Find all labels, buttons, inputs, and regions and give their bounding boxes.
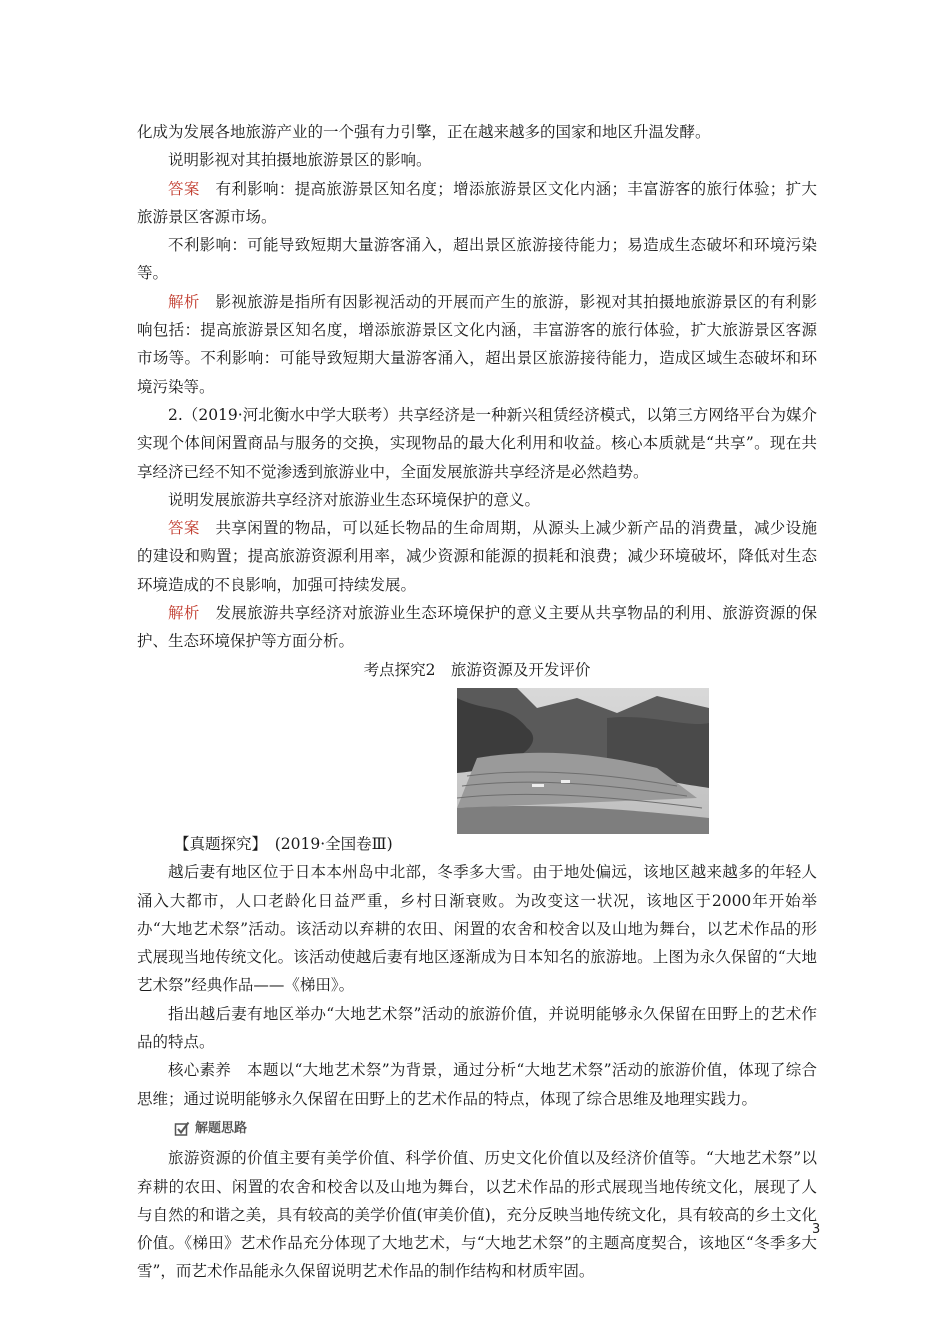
page-number: 3 bbox=[812, 1222, 821, 1237]
answer-2 bbox=[137, 514, 817, 599]
page-content bbox=[137, 118, 817, 1286]
explanation-1-text: 影视旅游是指所有因影视活动的开展而产生的旅游，影视对其拍摄地旅游景区的有利影响包括：提高旅游景区知名度，增添旅游景区文化内涵，丰富游客的旅行体验，扩大旅游景区客源市场等。不利影响：可能导致短期大量游客涌入，超出景区旅游接待能力，造成区域生态破坏和环境污染等。 bbox=[137, 292, 817, 396]
explanation-label: 解析 bbox=[168, 604, 200, 623]
question-1: 说明影视对其拍摄地旅游景区的影响。 bbox=[168, 151, 432, 170]
explanation-2 bbox=[137, 599, 817, 656]
answer-label: 答案 bbox=[168, 179, 200, 198]
section-heading: 考点探究2 旅游资源及开发评价 bbox=[363, 660, 591, 679]
answer-1-text: 有利影响：提高旅游景区知名度；增添旅游景区文化内涵；丰富游客的旅行体验；扩大旅游景区客源市场。 bbox=[137, 179, 817, 226]
answer-1b: 不利影响：可能导致短期大量游客涌入，超出景区旅游接待能力；易造成生态破坏和环境污染等。 bbox=[137, 236, 817, 283]
checkbox-check-icon bbox=[174, 1121, 190, 1137]
answer-2-text: 共享闲置的物品，可以延长物品的生命周期，从源头上减少新产品的消费量，减少设施的建设和购置；提高旅游资源利用率，减少资源和能源的损耗和浪费；减少环境破坏，降低对生态环境造成的不良影响，加强可持续发展。 bbox=[137, 519, 817, 594]
explanation-1 bbox=[137, 288, 817, 401]
terraced-field-photo bbox=[457, 688, 709, 834]
solution-paragraph: 旅游资源的价值主要有美学价值、科学价值、历史文化价值以及经济价值等。“大地艺术祭”以弃耕的农田、闲置的农舍和校舍以及山地为舞台，以艺术作品的形式展现当地传统文化，展现了人与自然的和谐之美，具有较高的美学价值(审美价值)，充分反映当地传统文化，具有较高的乡土文化价值。《梯田》艺术作品充分体现了大地艺术，与“大地艺术祭”的主题高度契合，该地区“冬季多大雪”，而艺术作品能永久保留说明艺术作品的制作结构和材质牢固。 bbox=[137, 1149, 817, 1281]
answer-label: 答案 bbox=[168, 519, 200, 538]
answer-1 bbox=[137, 175, 817, 232]
zhenti-heading: 【真题探究】 (2019·全国卷Ⅲ) bbox=[174, 834, 393, 853]
question-2-stem: 2.（2019·河北衡水中学大联考）共享经济是一种新兴租赁经济模式，以第三方网络平台为媒介实现个体间闲置商品与服务的交换，实现物品的最大化利用和收益。核心本质就是“共享”。现在共享经济已经不知不觉渗透到旅游业中，全面发展旅游共享经济是必然趋势。 bbox=[137, 405, 817, 481]
para-continuation: 化成为发展各地旅游产业的一个强有力引擎，正在越来越多的国家和地区升温发酵。 bbox=[137, 123, 711, 141]
question-3: 指出越后妻有地区举办“大地艺术祭”活动的旅游价值，并说明能够永久保留在田野上的艺术作品的特点。 bbox=[137, 1004, 817, 1052]
solution-approach-label: 解题思路 bbox=[195, 1120, 248, 1136]
material-paragraph: 越后妻有地区位于日本本州岛中北部，冬季多大雪。由于地处偏远，该地区越来越多的年轻人涌入大都市，人口老龄化日益严重，乡村日渐衰败。为改变这一状况，该地区于2000年开始举办“大地艺术祭”活动。该活动以弃耕的农田、闲置的农舍和校舍以及山地为舞台，以艺术作品的形式展现当地传统文化。该活动使越后妻有地区逐渐成为日本知名的旅游地。上图为永久保留的“大地艺术祭”经典作品——《梯田》。 bbox=[137, 863, 817, 995]
solution-approach-heading bbox=[174, 1115, 817, 1143]
explanation-2-text: 发展旅游共享经济对旅游业生态环境保护的意义主要从共享物品的利用、旅游资源的保护、生态环境保护等方面分析。 bbox=[137, 604, 817, 651]
question-2: 说明发展旅游共享经济对旅游业生态环境保护的意义。 bbox=[168, 490, 541, 509]
core-literacy: 核心素养 本题以“大地艺术祭”为背景，通过分析“大地艺术祭”活动的旅游价值，体现了综合思维；通过说明能够永久保留在田野上的艺术作品的特点，体现了综合思维及地理实践力。 bbox=[137, 1061, 817, 1108]
explanation-label: 解析 bbox=[168, 292, 200, 311]
